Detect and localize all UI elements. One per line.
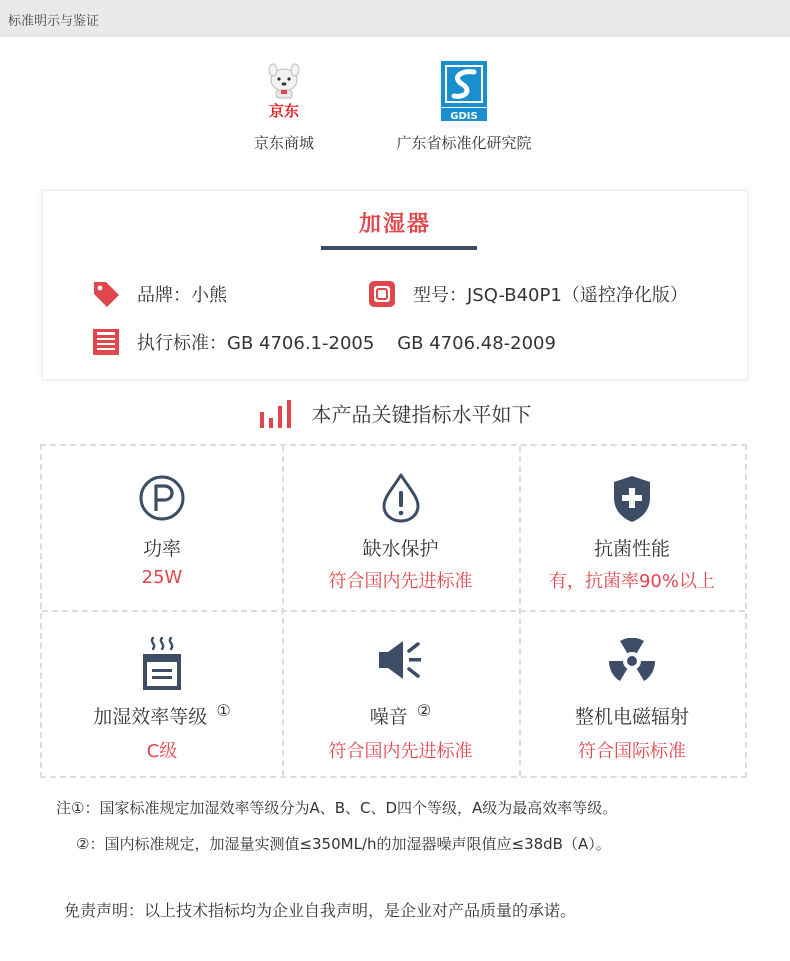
indicator-value: 符合国内先进标准 xyxy=(328,741,473,762)
indicator-efficiency xyxy=(42,610,282,776)
product-info-card xyxy=(42,190,748,380)
gdis-logo xyxy=(440,60,488,122)
indicator-noise xyxy=(282,610,519,776)
indicator-value: 符合国内先进标准 xyxy=(328,571,473,592)
document-icon xyxy=(91,327,121,357)
indicator-label: 功率 xyxy=(142,538,181,560)
tag-icon xyxy=(91,279,121,309)
header-title: 标准明示与鉴证 xyxy=(8,14,100,29)
indicator-label: 缺水保护 xyxy=(362,538,439,560)
footnote-2: ②：国内标准规定，加湿量实测值≤350ML/h的加湿器噪声限值应≤38dB（A）。 xyxy=(76,835,611,853)
water-drop-alert-icon xyxy=(379,472,423,524)
indicator-label-text: 加湿效率等级 xyxy=(93,706,208,728)
indicator-label: 整机电磁辐射 xyxy=(574,706,689,728)
section-heading xyxy=(0,398,790,428)
gdis-logo-block xyxy=(384,60,544,153)
model-row xyxy=(367,279,688,309)
section-heading-text: 本产品关键指标水平如下 xyxy=(311,402,532,427)
disclaimer: 免责声明：以上技术指标均为企业自我声明，是企业对产品质量的承诺。 xyxy=(64,901,577,920)
power-p-icon xyxy=(138,474,186,522)
indicator-power xyxy=(42,446,282,610)
footnote-marker: ② xyxy=(416,701,432,720)
brand-text: 品牌：小熊 xyxy=(137,285,227,306)
radiation-icon xyxy=(609,638,655,684)
indicator-value: C级 xyxy=(146,741,178,762)
indicator-label xyxy=(282,702,519,729)
indicator-label xyxy=(42,702,282,729)
product-title: 加湿器 xyxy=(358,212,431,237)
model-text: 型号：JSQ-B40P1（遥控净化版） xyxy=(413,285,688,306)
bar-chart-icon xyxy=(258,398,300,428)
indicator-antibacterial xyxy=(519,446,745,610)
jd-logo-caption: 京东商城 xyxy=(253,134,314,152)
gdis-logo-text: GDIS xyxy=(450,111,478,122)
title-underline xyxy=(321,246,477,250)
indicator-water-protection xyxy=(282,446,519,610)
jd-logo-block xyxy=(244,60,324,153)
gdis-logo-caption: 广东省标准化研究院 xyxy=(396,134,532,152)
header-bar xyxy=(0,0,790,37)
indicator-grid xyxy=(40,444,747,778)
shield-plus-icon xyxy=(610,474,654,524)
speaker-icon xyxy=(377,638,425,682)
indicator-value: 25W xyxy=(141,567,183,588)
footnote-1: 注①：国家标准规定加湿效率等级分为A、B、C、D四个等级，A级为最高效率等级。 xyxy=(56,799,618,817)
indicator-value: 有，抗菌率90%以上 xyxy=(548,571,715,592)
brand-row xyxy=(91,279,227,309)
jd-mascot-logo xyxy=(254,60,314,122)
indicator-label-text: 噪音 xyxy=(369,706,408,728)
standard-row xyxy=(91,327,556,357)
steam-box-icon xyxy=(139,634,185,692)
indicator-value: 符合国际标准 xyxy=(578,741,686,762)
model-icon xyxy=(367,279,397,309)
indicator-radiation xyxy=(519,610,745,776)
jd-logo-text: 京东 xyxy=(268,102,300,120)
indicator-label: 抗菌性能 xyxy=(593,538,670,560)
footnote-marker: ① xyxy=(216,701,231,720)
standard-text: 执行标准：GB 4706.1-2005 GB 4706.48-2009 xyxy=(137,333,556,354)
